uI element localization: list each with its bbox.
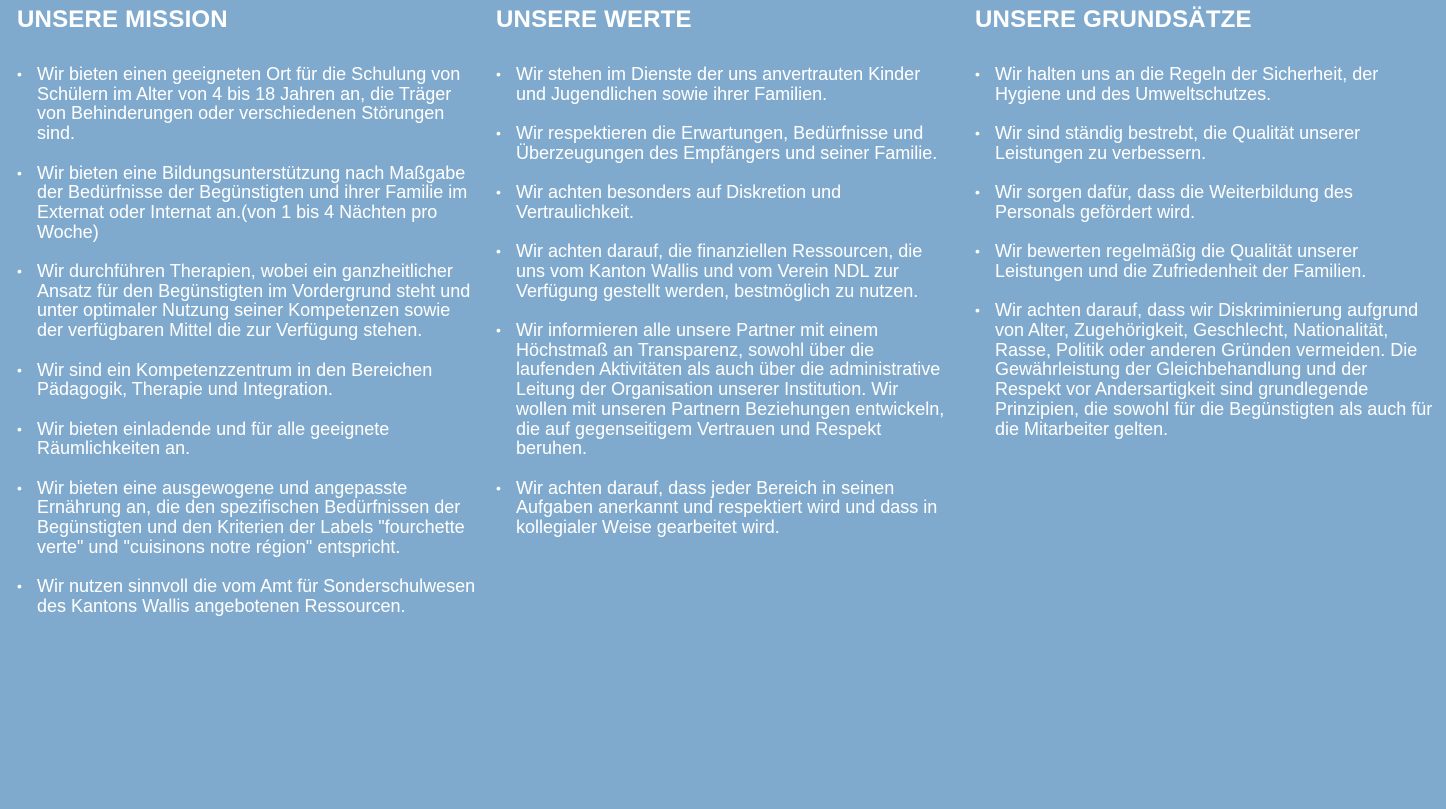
mission-list <box>17 65 477 617</box>
mission-column <box>17 4 477 636</box>
grundsaetze-item <box>975 183 1435 222</box>
mission-item-text: Wir bieten einladende und für alle geeignete Räumlichkeiten an. <box>37 418 390 459</box>
bullet-icon: • <box>496 479 501 496</box>
mission-item-text: Wir bieten einen geeigneten Ort für die Schulung von Schülern im Alter von 4 bis 18 Jahren an, die Träger von Behinderungen oder verschiedenen Störungen sind. <box>37 64 461 144</box>
mission-item <box>17 164 477 243</box>
mission-item <box>17 361 477 400</box>
grundsaetze-item <box>975 242 1435 281</box>
grundsaetze-item <box>975 124 1435 163</box>
werte-column <box>496 4 948 557</box>
werte-item-text: Wir informieren alle unsere Partner mit einem Höchstmaß an Transparenz, sowohl über die laufenden Aktivitäten als auch über die administrative Leitung der Organisation unserer Institution. Wir wollen mit unseren Partnern Beziehungen entwickeln, die auf gegenseitigem Vertrauen und Respekt beruhen. <box>516 320 945 459</box>
werte-heading: UNSERE WERTE <box>496 6 692 33</box>
grundsaetze-item-text: Wir sorgen dafür, dass die Weiterbildung des Personals gefördert wird. <box>995 182 1353 222</box>
werte-item <box>496 183 948 222</box>
bullet-icon: • <box>975 125 980 142</box>
grundsaetze-item <box>975 65 1435 104</box>
werte-item <box>496 479 948 538</box>
mission-heading: UNSERE MISSION <box>17 6 228 33</box>
werte-item-text: Wir stehen im Dienste der uns anvertrauten Kinder und Jugendlichen sowie ihrer Familien. <box>516 64 921 104</box>
bullet-icon: • <box>17 164 22 181</box>
mission-item-text: Wir nutzen sinnvoll die vom Amt für Sonderschulwesen des Kantons Wallis angebotenen Ressourcen. <box>37 576 476 616</box>
grundsaetze-list <box>975 65 1435 439</box>
mission-item-text: Wir bieten eine ausgewogene und angepasste Ernährung an, die den spezifischen Bedürfnissen der Begünstigten und den Kriterien der Labels "fourchette verte" und "cuisinons notre région" entspricht. <box>37 477 465 557</box>
mission-item-text: Wir bieten eine Bildungsunterstützung nach Maßgabe der Bedürfnisse der Begünstigten und ihrer Familie im Externat oder Internat an.(von 1 bis 4 Nächten pro Woche) <box>37 162 468 242</box>
grundsaetze-item-text: Wir sind ständig bestrebt, die Qualität unserer Leistungen zu verbessern. <box>995 123 1361 163</box>
werte-item-text: Wir achten darauf, dass jeder Bereich in seinen Aufgaben anerkannt und respektiert wird und dass in kollegialer Weise gearbeitet wird. <box>516 477 938 538</box>
mission-item <box>17 577 477 616</box>
mission-item <box>17 420 477 459</box>
werte-item-text: Wir respektieren die Erwartungen, Bedürfnisse und Überzeugungen des Empfängers und seiner Familie. <box>516 123 938 163</box>
werte-list <box>496 65 948 538</box>
bullet-icon: • <box>975 184 980 201</box>
bullet-icon: • <box>17 420 22 437</box>
mission-item <box>17 65 477 144</box>
bullet-icon: • <box>496 125 501 142</box>
mission-item <box>17 479 477 558</box>
werte-item <box>496 321 948 459</box>
grundsaetze-heading: UNSERE GRUNDSÄTZE <box>975 6 1252 33</box>
werte-item <box>496 242 948 301</box>
bullet-icon: • <box>496 243 501 260</box>
bullet-icon: • <box>496 322 501 339</box>
grundsaetze-item-text: Wir halten uns an die Regeln der Sicherheit, der Hygiene und des Umweltschutzes. <box>995 64 1379 104</box>
bullet-icon: • <box>17 263 22 279</box>
werte-item-text: Wir achten besonders auf Diskretion und Vertraulichkeit. <box>516 182 842 222</box>
bullet-icon: • <box>496 184 501 201</box>
mission-item-text: Wir durchführen Therapien, wobei ein ganzheitlicher Ansatz für den Begünstigten im Vordergrund steht und unter optimaler Nutzung seiner Kompetenzen sowie der verfügbaren Mittel die zur Verfügung stehen. <box>37 261 471 341</box>
mission-item-text: Wir sind ein Kompetenzzentrum in den Bereichen Pädagogik, Therapie und Integration. <box>37 359 433 400</box>
werte-item <box>496 65 948 104</box>
grundsaetze-item <box>975 301 1435 439</box>
bullet-icon: • <box>17 66 22 82</box>
werte-item <box>496 124 948 163</box>
bullet-icon: • <box>975 66 980 82</box>
bullet-icon: • <box>975 243 980 260</box>
bullet-icon: • <box>17 361 22 378</box>
bullet-icon: • <box>496 66 501 82</box>
bullet-icon: • <box>975 302 980 319</box>
bullet-icon: • <box>17 578 22 595</box>
grundsaetze-item-text: Wir achten darauf, dass wir Diskriminierung aufgrund von Alter, Zugehörigkeit, Geschlecht, Nationalität, Rasse, Politik oder anderen Gründen vermeiden. Die Gewährleistung der Gleichbehandlung und der Respekt vor Andersartigkeit sind grundlegende Prinzipien, die sowohl für die Begünstigten als auch für die Mitarbeiter gelten. <box>995 300 1433 439</box>
grundsaetze-column <box>975 4 1435 459</box>
werte-item-text: Wir achten darauf, die finanziellen Ressourcen, die uns vom Kanton Wallis und vom Verein NDL zur Verfügung gestellt werden, bestmöglich zu nutzen. <box>516 241 923 301</box>
bullet-icon: • <box>17 479 22 496</box>
mission-item <box>17 262 477 341</box>
grundsaetze-item-text: Wir bewerten regelmäßig die Qualität unserer Leistungen und die Zufriedenheit der Familien. <box>995 241 1367 281</box>
